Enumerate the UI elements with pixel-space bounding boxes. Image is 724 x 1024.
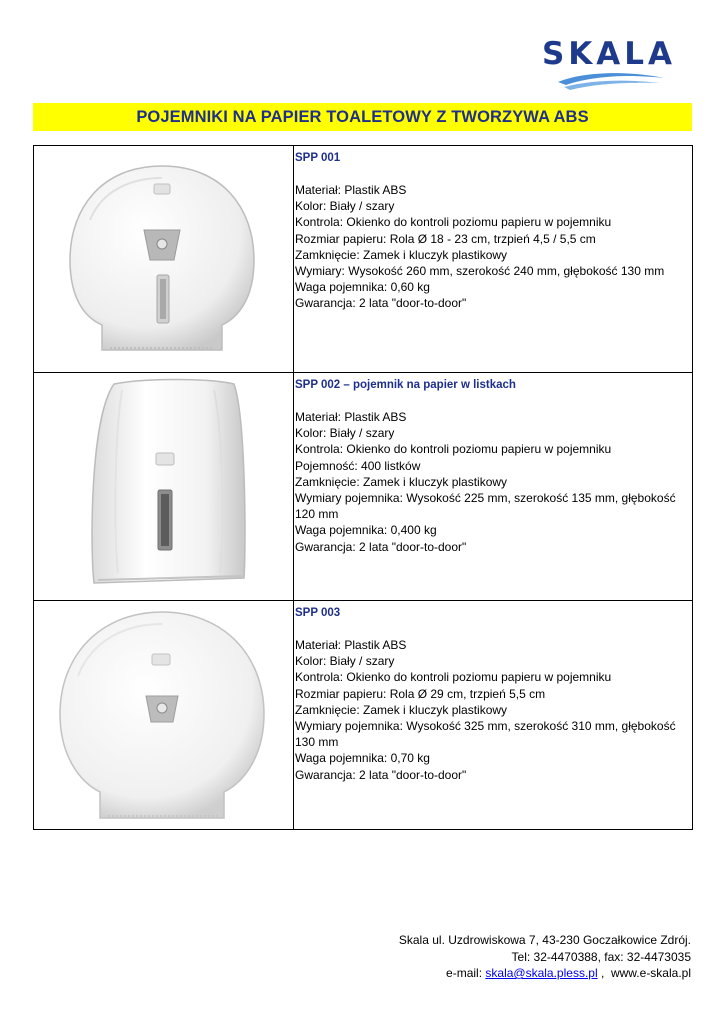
spec-line: Kontrola: Okienko do kontroli poziomu papieru w pojemniku bbox=[295, 670, 612, 685]
spec-line: Materiał: Plastik ABS bbox=[295, 183, 407, 197]
product-code: SPP 002 – pojemnik na papier w listkach bbox=[295, 379, 516, 391]
spec-line: Materiał: Plastik ABS bbox=[295, 410, 407, 424]
logo-text: SKALA bbox=[541, 36, 677, 72]
email-label: e-mail: bbox=[446, 966, 483, 980]
footer-separator: , bbox=[597, 966, 611, 980]
spec-line: Kolor: Biały / szary bbox=[295, 654, 395, 669]
footer-phones: Tel: 32-4470388, fax: 32-4473035 bbox=[511, 949, 691, 964]
product-description bbox=[294, 146, 693, 372]
spec-line: Pojemność: 400 listków bbox=[295, 458, 421, 473]
spec-line: Gwarancja: 2 lata "door-to-door" bbox=[295, 296, 467, 311]
round-jumbo-roll-dispenser-icon bbox=[62, 160, 262, 360]
product-table bbox=[33, 145, 693, 830]
product-image-cell bbox=[34, 601, 294, 829]
folded-sheet-dispenser-icon bbox=[84, 378, 254, 593]
logo-swoosh-icon bbox=[556, 70, 666, 92]
page-title: POJEMNIKI NA PAPIER TOALETOWY Z TWORZYWA ABS bbox=[136, 107, 589, 126]
spec-line: Wymiary pojemnika: Wysokość 225 mm, szerokość 135 mm, głębokość 120 mm bbox=[295, 491, 676, 522]
spec-line: Wymiary: Wysokość 260 mm, szerokość 240 mm, głębokość 130 mm bbox=[295, 264, 665, 279]
company-logo bbox=[526, 36, 692, 94]
spec-line: Kontrola: Okienko do kontroli poziomu papieru w pojemniku bbox=[295, 215, 612, 230]
spec-line: Rozmiar papieru: Rola Ø 18 - 23 cm, trzpień 4,5 / 5,5 cm bbox=[295, 231, 596, 246]
spec-line: Waga pojemnika: 0,60 kg bbox=[295, 280, 430, 295]
product-image-cell bbox=[34, 146, 294, 372]
footer-address: Skala ul. Uzdrowiskowa 7, 43-230 Goczałkowice Zdrój. bbox=[398, 933, 691, 947]
product-image-cell bbox=[34, 373, 294, 600]
spec-line: Kontrola: Okienko do kontroli poziomu papieru w pojemniku bbox=[295, 442, 612, 457]
spec-line: Waga pojemnika: 0,400 kg bbox=[295, 523, 437, 538]
spec-line: Waga pojemnika: 0,70 kg bbox=[295, 751, 430, 766]
spec-line: Zamknięcie: Zamek i kluczyk plastikowy bbox=[295, 474, 508, 489]
spec-line: Wymiary pojemnika: Wysokość 325 mm, szerokość 310 mm, głębokość 130 mm bbox=[295, 719, 676, 750]
spec-line: Rozmiar papieru: Rola Ø 29 cm, trzpień 5,5 cm bbox=[295, 686, 546, 701]
company-footer bbox=[399, 932, 691, 982]
spec-line: Gwarancja: 2 lata "door-to-door" bbox=[295, 767, 467, 782]
product-row bbox=[34, 373, 693, 601]
spec-line: Zamknięcie: Zamek i kluczyk plastikowy bbox=[295, 247, 508, 262]
product-row bbox=[34, 146, 693, 373]
spec-line: Materiał: Plastik ABS bbox=[295, 638, 407, 652]
product-code: SPP 001 bbox=[295, 152, 341, 164]
product-code: SPP 003 bbox=[295, 607, 341, 619]
title-banner bbox=[33, 103, 692, 131]
large-round-roll-dispenser-icon bbox=[52, 606, 272, 826]
product-row bbox=[34, 601, 693, 830]
spec-line: Kolor: Biały / szary bbox=[295, 426, 395, 441]
product-description bbox=[294, 373, 693, 600]
footer-contact-line bbox=[399, 965, 691, 982]
product-description bbox=[294, 601, 693, 829]
spec-line: Zamknięcie: Zamek i kluczyk plastikowy bbox=[295, 702, 508, 717]
spec-line: Kolor: Biały / szary bbox=[295, 199, 395, 214]
website-text: www.e-skala.pl bbox=[610, 966, 691, 980]
spec-line: Gwarancja: 2 lata "door-to-door" bbox=[295, 539, 467, 554]
email-link[interactable]: skala@skala.pless.pl bbox=[485, 966, 598, 980]
